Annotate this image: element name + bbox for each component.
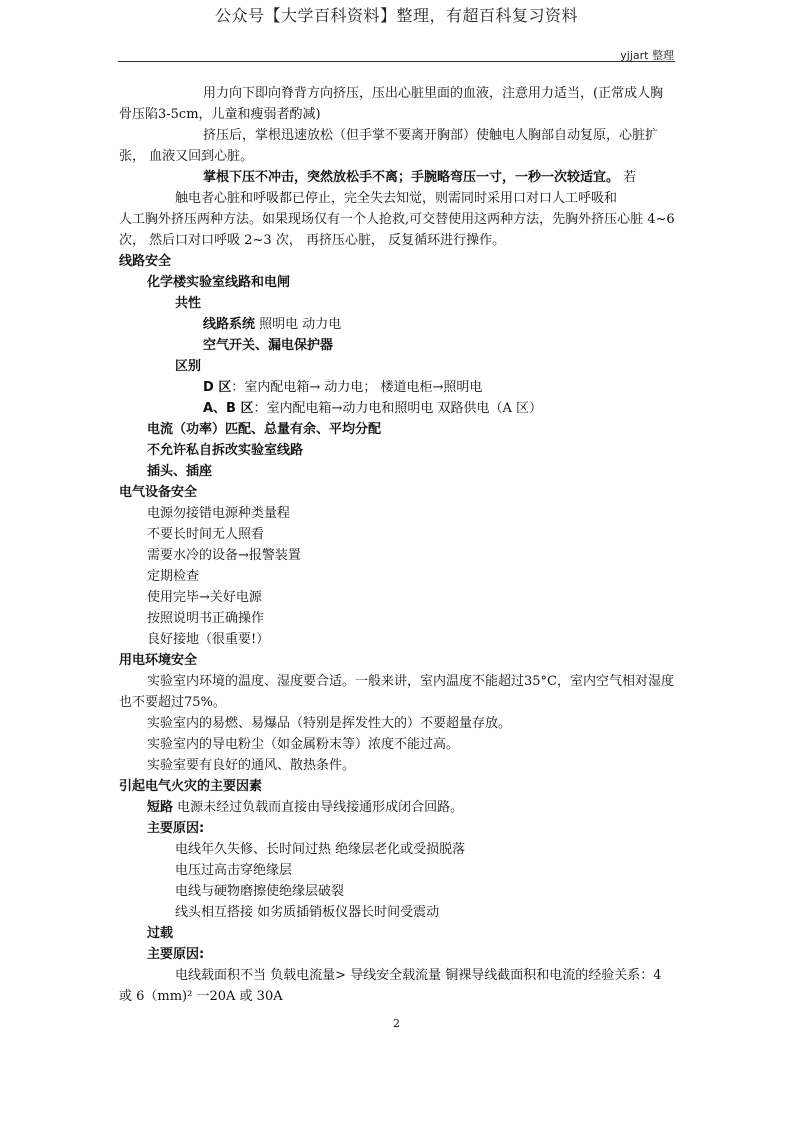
mnemonic-rest: 若 <box>619 170 637 185</box>
short-circuit <box>119 797 675 818</box>
equipment-item: 需要水冷的设备→报警装置 <box>147 548 301 563</box>
main-reason-label: 主要原因: <box>147 821 205 836</box>
no-modify-lines: 不允许私自拆改实验室线路 <box>147 443 304 458</box>
equipment-item: 按照说明书正确操作 <box>147 611 265 626</box>
equipment-item: 定期检查 <box>147 569 200 584</box>
subheading-chem-lab: 化学楼实验室线路和电闸 <box>147 275 291 290</box>
environment-flammables: 实验室内的易燃、易爆品（特别是挥发性大的）不要超量存放。 <box>147 716 512 731</box>
short-circuit-label: 短路 <box>147 800 174 815</box>
zone-ab-label: A、B 区 <box>203 401 254 416</box>
line-system-label: 线路系统 <box>203 317 256 332</box>
paragraph-combined-2: 人工胸外挤压两种方法。如果现场仅有一个人抢救,可交替使用这两种方法，先胸外挤压心脏 4~6 次， 然后口对口呼吸 2~3 次， 再挤压心脏， 反复循环进行操作。 <box>119 212 675 248</box>
short-circuit-text: 电源未经过负载而直接由导线接通形成闭合回路。 <box>173 800 464 815</box>
short-reason-item: 电线与硬物磨擦使绝缘层破裂 <box>175 884 345 899</box>
main-reason-label-2: 主要原因: <box>147 947 205 962</box>
zone-d-label: D 区 <box>203 380 232 395</box>
zone-ab-text: ：室内配电箱→动力电和照明电 双路供电（A 区） <box>253 401 543 416</box>
line-system <box>119 314 675 335</box>
zone-d <box>119 377 675 398</box>
paragraph-combined-1: 触电者心脏和呼吸都已停止，完全失去知觉，则需同时采用口对口人工呼吸和 <box>175 191 618 206</box>
mnemonic-bold: 掌根下压不冲击，突然放松手不离；手腕略弯压一寸，一秒一次较适宜。 <box>203 170 620 185</box>
paragraph-mnemonic <box>119 167 675 188</box>
equipment-item: 良好接地（很重要!） <box>147 632 270 647</box>
header-rule <box>118 61 675 62</box>
line-system-text: 照明电 动力电 <box>255 317 342 332</box>
document-body <box>119 83 675 1007</box>
paragraph-release: 挤压后，掌根迅速放松（但手掌不要离开胸部）使触电人胸部自动复原，心脏扩张， 血液又回到心脏。 <box>119 128 659 164</box>
switch-protector: 空气开关、漏电保护器 <box>203 338 334 353</box>
environment-temperature: 实验室内环境的温度、湿度要合适。一般来讲，室内温度不能超过35°C，室内空气相对湿度也不要超过75%。 <box>119 674 674 710</box>
heading-fire-causes: 引起电气火灾的主要因素 <box>119 779 263 794</box>
heading-environment-safety: 用电环境安全 <box>119 653 198 668</box>
environment-dust: 实验室内的导电粉尘（如金属粉末等）浓度不能过高。 <box>147 737 460 752</box>
short-reason-item: 电线年久失修、长时间过热 绝缘层老化或受损脱落 <box>175 842 466 857</box>
equipment-item: 电源勿接错电源种类量程 <box>147 506 291 521</box>
heading-equipment-safety: 电气设备安全 <box>119 485 198 500</box>
paragraph-press: 用力向下即向脊背方向挤压，压出心脏里面的血液，注意用力适当，(正常成人胸骨压陷3-5cm，儿童和瘦弱者酌减) <box>119 86 664 122</box>
heading-line-safety: 线路安全 <box>119 254 172 269</box>
overload-text: 电线载面积不当 负载电流量> 导线安全载流量 铜裸导线截面积和电流的经验关系：4 或 6（mm)² 一20A 或 30A <box>119 968 662 1004</box>
label-common: 共性 <box>175 296 202 311</box>
header-author: yjjart 整理 <box>620 49 674 62</box>
environment-ventilation: 实验室要有良好的通风、散热条件。 <box>147 758 356 773</box>
top-banner: 公众号【大学百科资料】整理，有超百科复习资料 <box>214 6 578 25</box>
zone-ab <box>119 398 675 419</box>
short-reason-item: 线头相互搭接 如劣质插销板仪器长时间受震动 <box>175 905 440 920</box>
current-matching: 电流（功率）匹配、总量有余、平均分配 <box>147 422 382 437</box>
overload-label: 过载 <box>147 926 174 941</box>
label-difference: 区别 <box>175 359 202 374</box>
equipment-item: 使用完毕→关好电源 <box>147 590 262 605</box>
equipment-item: 不要长时间无人照看 <box>147 527 265 542</box>
short-reason-item: 电压过高击穿绝缘层 <box>175 863 293 878</box>
plugs-sockets: 插头、插座 <box>147 464 213 479</box>
zone-d-text: ：室内配电箱→ 动力电； 楼道电柜→照明电 <box>231 380 483 395</box>
page-number: 2 <box>393 1017 400 1030</box>
